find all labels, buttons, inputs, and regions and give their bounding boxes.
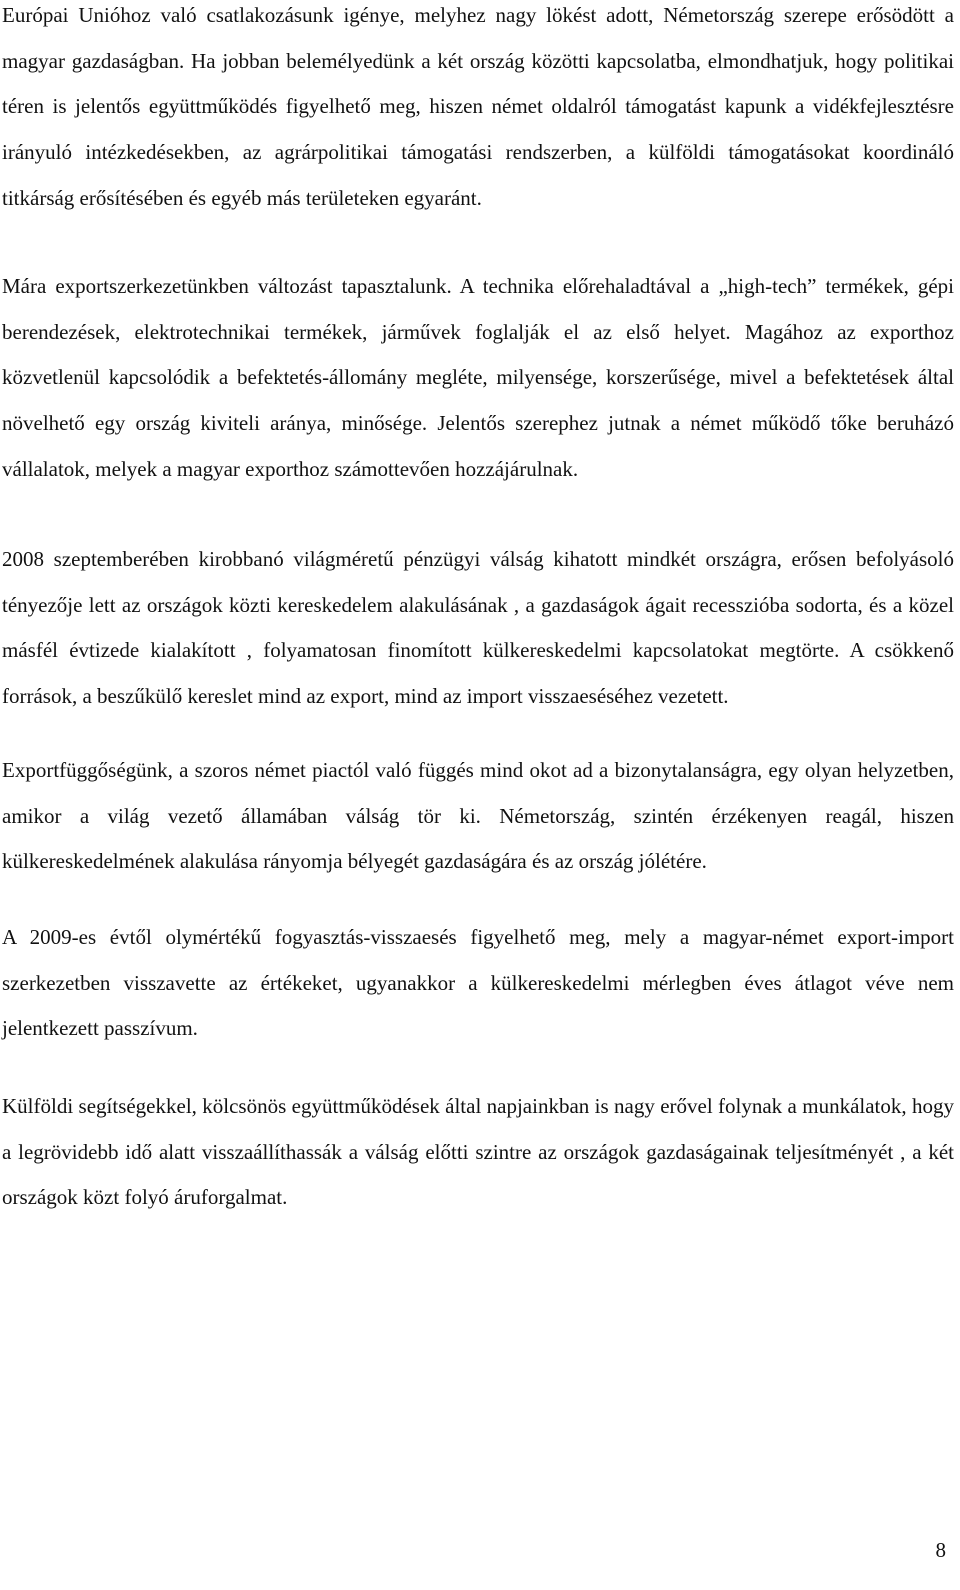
paragraph-export-structure: Mára exportszerkezetünkben változást tapasztalunk. A technika előrehaladtával a „high-tech” termékek, gépi berendezések, elektrotechnikai termékek, járművek foglalják el az első helyet. Magához az exporthoz közvetlenül kapcsolódik a befektetés-állomány megléte, milyensége, korszerűsége, mivel a befektetések által növelhető egy ország kiviteli aránya, minősége. Jelentős szerephez jutnak a német működő tőke beruházó vállalatok, melyek a magyar exporthoz számottevően hozzájárulnak. bbox=[2, 274, 954, 481]
paragraph-financial-crisis: 2008 szeptemberében kirobbanó világméretű pénzügyi válság kihatott mindkét országra, erősen befolyásoló tényezője lett az országok közti kereskedelem alakulásának , a gazdaságok ágait recesszióba sodorta, és a közel másfél évtizede kialakított , folyamatosan finomított külkereskedelmi kapcsolatokat megtörte. A csökkenő források, a beszűkülő kereslet mind az export, mind az import visszaeséséhez vezetett. bbox=[2, 547, 954, 709]
page-number: 8 bbox=[935, 1538, 946, 1562]
paragraph-export-dependency: Exportfüggőségünk, a szoros német piactól való függés mind okot ad a bizonytalanságra, egy olyan helyzetben, amikor a világ vezető államában válság tör ki. Németország, szintén érzékenyen reagál, hiszen külkereskedelmének alakulása rányomja bélyegét gazdaságára és az ország jólétére. bbox=[2, 758, 954, 874]
paragraph-recovery: Külföldi segítségekkel, kölcsönös együttműködések által napjainkban is nagy erővel folynak a munkálatok, hogy a legrövidebb idő alatt visszaállíthassák a válság előtti szintre az országok gazdaságainak teljesítményét , a két országok közt folyó áruforgalmat. bbox=[2, 1094, 954, 1210]
paragraph-consumption-decline: A 2009-es évtől olymértékű fogyasztás-visszaesés figyelhető meg, mely a magyar-német export-import szerkezetben visszavette az értékeket, ugyanakkor a külkereskedelmi mérlegben éves átlagot véve nem jelentkezett passzívum. bbox=[2, 925, 954, 1041]
paragraph-eu-accession: Európai Unióhoz való csatlakozásunk igénye, melyhez nagy lökést adott, Németország szerepe erősödött a magyar gazdaságban. Ha jobban belemélyedünk a két ország közötti kapcsolatba, elmondhatjuk, hogy politikai téren is jelentős együttműködés figyelhető meg, hiszen német oldalról támogatást kapunk a vidékfejlesztésre irányuló intézkedésekben, az agrárpolitikai támogatási rendszerben, a külföldi támogatásokat koordináló titkárság erősítésében és egyéb más területeken egyaránt. bbox=[2, 3, 954, 210]
